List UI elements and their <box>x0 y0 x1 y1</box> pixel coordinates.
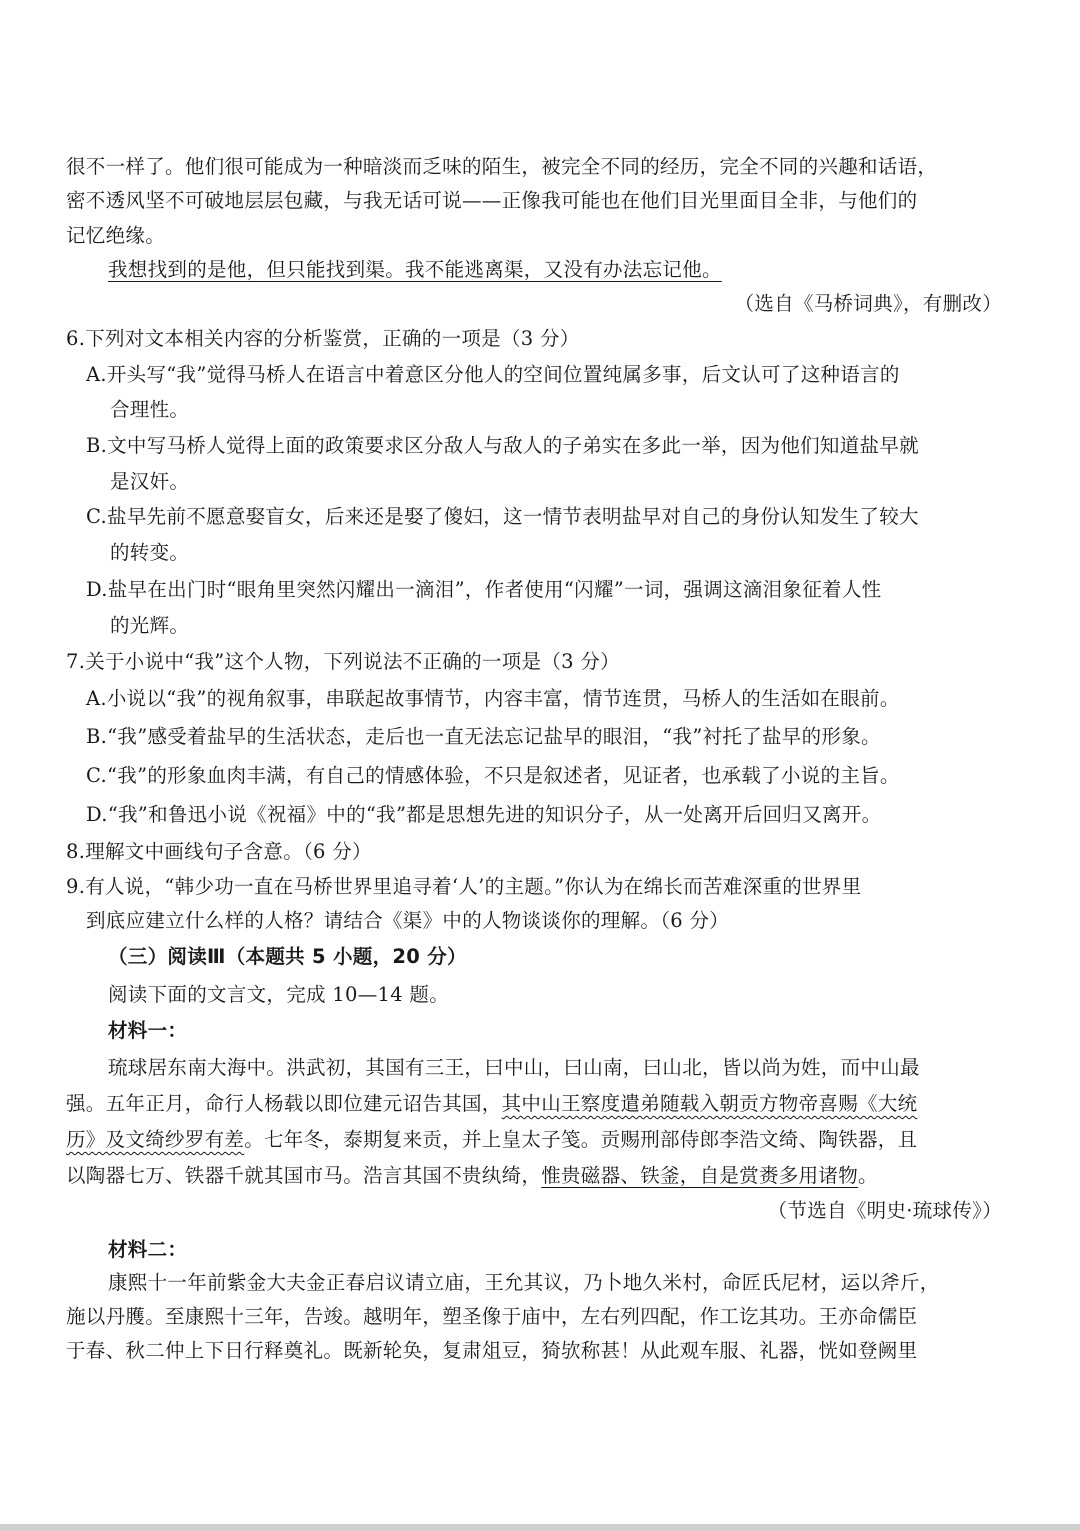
q6-option-a-line-2: 合理性。 <box>110 398 190 421</box>
q8-stem: 8.理解文中画线句子含意。（6 分） <box>66 840 372 863</box>
material-1-line-2 <box>66 1091 917 1117</box>
q7-option-b: B.“我”感受着盐早的生活状态，走后也一直无法忘记盐早的眼泪，“我”衬托了盐早的形象。 <box>86 725 881 748</box>
material-1-line-3 <box>66 1127 917 1153</box>
q6-stem: 6.下列对文本相关内容的分析鉴赏，正确的一项是（3 分） <box>66 327 580 350</box>
passage-line-2: 密不透风坚不可破地层层包藏，与我无话可说——正像我可能也在他们目光里面目全非，与他们的 <box>66 189 918 212</box>
q9-line-1: 9.有人说，“韩少功一直在马桥世界里追寻着‘人’的主题。”你认为在绵长而苦难深重的世界里 <box>66 875 862 898</box>
passage-line-1: 很不一样了。他们很可能成为一种暗淡而乏味的陌生，被完全不同的经历，完全不同的兴趣和话语， <box>66 155 938 178</box>
q7-option-a: A.小说以“我”的视角叙事，串联起故事情节，内容丰富，情节连贯，马桥人的生活如在眼前。 <box>86 687 900 710</box>
q6-option-b-line-1: B.文中写马桥人觉得上面的政策要求区分敌人与敌人的子弟实在多此一举，因为他们知道盐早就 <box>86 434 919 457</box>
material-1-text: 以陶器七万、铁器千就其国市马。浩言其国不贵纨绮， <box>66 1164 542 1187</box>
q7-option-c: C.“我”的形象血肉丰满，有自己的情感体验，不只是叙述者，见证者，也承载了小说的主旨。 <box>86 764 900 787</box>
material-1-source: （节选自《明史·琉球传》） <box>767 1199 1002 1222</box>
q6-option-b-line-2: 是汉奸。 <box>110 470 190 493</box>
material-2-line-2: 施以丹臒。至康熙十三年，告竣。越明年，塑圣像于庙中，左右列四配，作工讫其功。王亦命儒臣 <box>66 1305 918 1328</box>
material-2-label: 材料二： <box>108 1238 188 1261</box>
material-1-label: 材料一： <box>108 1019 188 1042</box>
q6-option-c-line-2: 的转变。 <box>110 541 190 564</box>
material-1-text: 。 <box>858 1164 878 1187</box>
section-heading: （三）阅读Ⅲ（本题共 5 小题，20 分） <box>108 945 467 968</box>
passage-line-3: 记忆绝缘。 <box>66 224 166 247</box>
q7-stem: 7.关于小说中“我”这个人物，下列说法不正确的一项是（3 分） <box>66 650 620 673</box>
q7-option-d: D.“我”和鲁迅小说《祝福》中的“我”都是思想先进的知识分子，从一处离开后回归又离开。 <box>86 803 882 826</box>
material-2-line-3: 于春、秋二仲上下日行释奠礼。既新轮奂，复肃俎豆，猗欤称甚！从此观车服、礼器，恍如登阙里 <box>66 1339 918 1362</box>
material-1-line-4 <box>66 1163 878 1189</box>
material-1-text: 强。五年正月，命行人杨载以即位建元诏告其国， <box>66 1092 502 1115</box>
material-1-text: 。七年冬，泰期复来贡，并上皇太子笺。贡赐刑部侍郎李浩文绮、陶铁器，且 <box>244 1128 918 1151</box>
q6-option-d-line-1: D.盐早在出门时“眼角里突然闪耀出一滴泪”，作者使用“闪耀”一词，强调这滴泪象征着人性 <box>86 578 882 601</box>
underlined-sentence: 我想找到的是他，但只能找到渠。我不能逃离渠，又没有办法忘记他。 <box>108 258 722 281</box>
q6-option-c-line-1: C.盐早先前不愿意娶盲女，后来还是娶了傻妇，这一情节表明盐早对自己的身份认知发生了较大 <box>86 505 919 528</box>
q6-option-d-line-2: 的光辉。 <box>110 614 190 637</box>
material-1-line-1: 琉球居东南大海中。洪武初，其国有三王，曰中山，曰山南，曰山北，皆以尚为姓，而中山最 <box>108 1056 920 1079</box>
section-instruction: 阅读下面的文言文，完成 10—14 题。 <box>108 983 450 1006</box>
page-bottom-edge <box>0 1524 1080 1531</box>
material-1-underlined-text: 其中山王察度遣弟随载入朝贡方物帝喜赐《大统 <box>501 1092 918 1115</box>
material-1-underlined-text: 惟贵磁器、铁釜，自是赏赉多用诸物 <box>541 1164 859 1187</box>
q6-option-a-line-1: A.开头写“我”觉得马桥人在语言中着意区分他人的空间位置纯属多事，后文认可了这种语言的 <box>86 363 900 386</box>
material-2-line-1: 康熙十一年前紫金大夫金正春启议请立庙，王允其议，乃卜地久米村，命匠氏尼材，运以斧斤， <box>108 1271 940 1294</box>
passage-source: （选自《马桥词典》，有删改） <box>734 292 1002 315</box>
q9-line-2: 到底应建立什么样的人格？请结合《渠》中的人物谈谈你的理解。（6 分） <box>86 909 730 932</box>
material-1-underlined-text: 历》及文绮纱罗有差 <box>66 1128 245 1151</box>
